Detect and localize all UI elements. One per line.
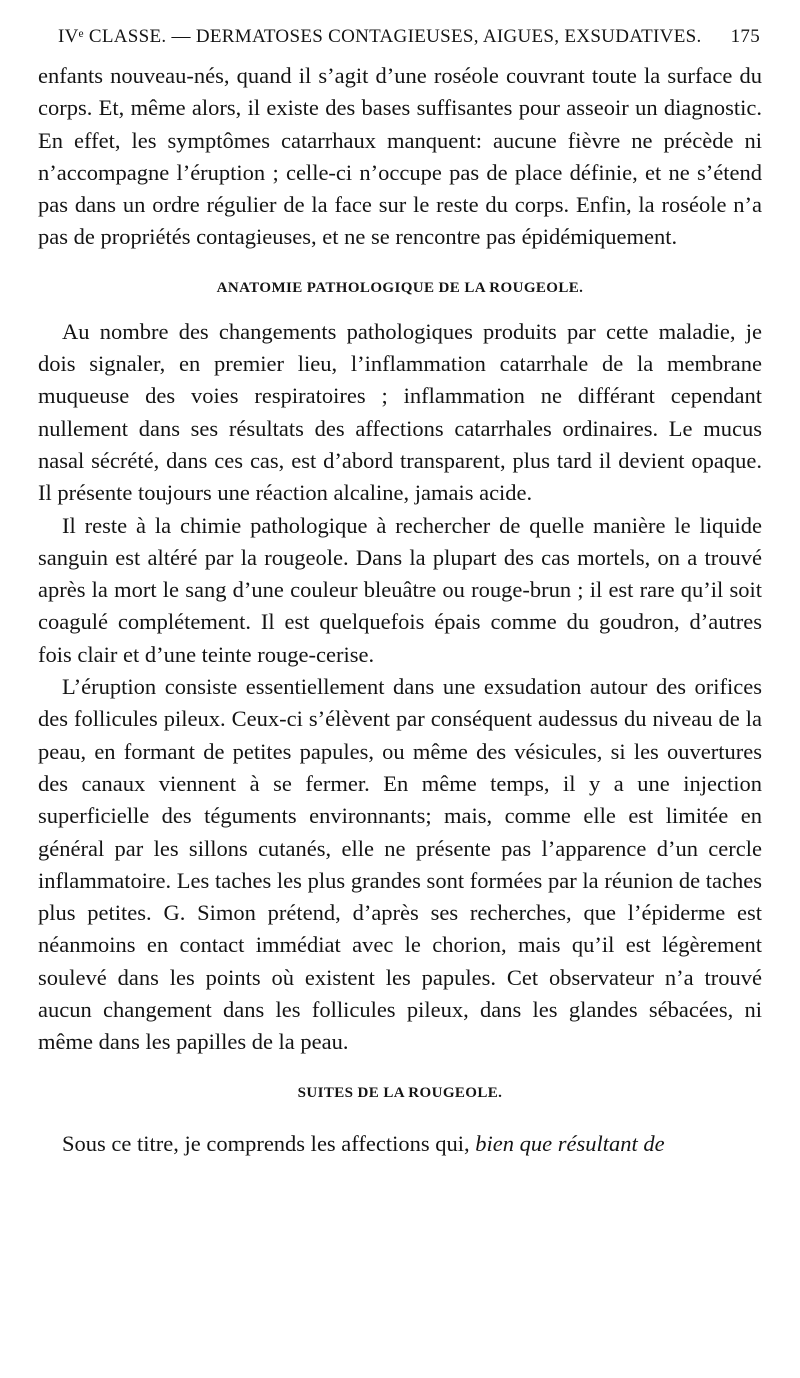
running-header <box>58 26 760 56</box>
page-number: 175 <box>730 26 760 47</box>
paragraph-changements: Au nombre des changements pathologiques produits par cette maladie, je dois signaler, en premier lieu, l’inflammation catarrhale de la membrane muqueuse des voies respiratoires ; inflammation ne différant cependant nullement dans ses résultats des affections catarrhales ordinaires. Le mucus nasal sécrété, dans ces cas, est d’abord transparent, plus tard il devient opaque. Il présente toujours une réaction alcaline, jamais acide. <box>38 318 762 506</box>
running-title: IVᵉ CLASSE. — DERMATOSES CONTAGIEUSES, AIGUES, EXSUDATIVES. <box>58 26 702 47</box>
paragraph-eruption: L’éruption consiste essentiellement dans une exsudation autour des orifices des follicules pileux. Ceux-ci s’élèvent par conséquent audessus du niveau de la peau, en formant de petites papules, ou même des vésicules, si les ouvertures des canaux viennent à se fermer. En même temps, il y a une injection superficielle des téguments environnants; mais, comme elle est limitée en général par les sillons cutanés, elle ne présente pas l’apparence d’un cercle inflammatoire. Les taches les plus grandes sont formées par la réunion de taches plus petites. G. Simon prétend, d’après ses recherches, que l’épiderme est néanmoins en contact immédiat avec le chorion, mais qu’il est légèrement soulevé dans les points où existent les papules. Cet observateur n’a trouvé aucun changement dans les follicules pileux, dans les glandes sébacées, ni même dans les papilles de la peau. <box>38 674 762 1055</box>
paragraph-chimie: Il reste à la chimie pathologique à rechercher de quelle manière le liquide sanguin est altéré par la rougeole. Dans la plupart des cas mortels, on a trouvé après la mort le sang d’une couleur bleuâtre ou rouge-brun ; il est rare qu’il soit coagulé complétement. Il est quelquefois épais comme du goudron, d’autres fois clair et d’une teinte rouge-cerise. <box>38 512 762 667</box>
paragraph-continuation: enfants nouveau-nés, quand il s’agit d’une roséole couvrant toute la surface du corps. Et, même alors, il existe des bases suffisantes pour asseoir un diagnostic. En effet, les symptômes catarrhaux manquent: aucune fièvre ne précède ni n’accompagne l’éruption ; celle-ci n’occupe pas de place définie, et ne s’étend pas dans un ordre régulier de la face sur le reste du corps. Enfin, la roséole n’a pas de propriétés contagieuses, et ne se rencontre pas épidémiquement. <box>38 63 762 250</box>
paragraph-suites-text: Sous ce titre, je comprends les affections qui, <box>62 1130 470 1156</box>
paragraph-suites <box>38 1128 762 1160</box>
paragraph-suites-italic: bien que résultant de <box>475 1130 665 1156</box>
section-heading-anatomie: ANATOMIE PATHOLOGIQUE DE LA ROUGEOLE. <box>216 279 584 296</box>
section-heading-suites: SUITES DE LA ROUGEOLE. <box>297 1084 503 1101</box>
